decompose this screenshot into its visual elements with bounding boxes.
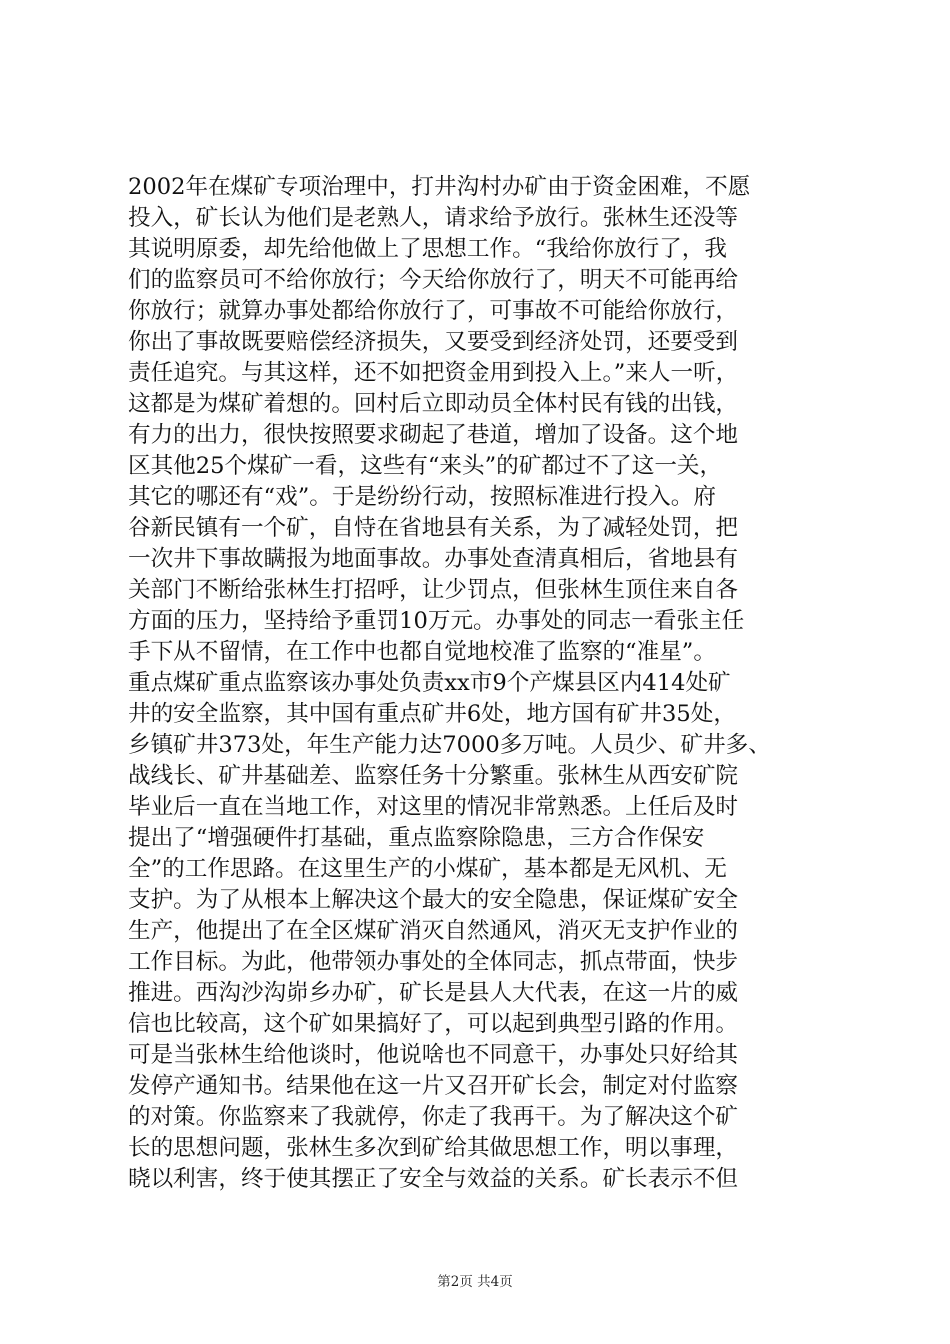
text-line: 投入，矿长认为他们是老熟人，请求给予放行。张林生还没等 — [128, 205, 739, 231]
text-line: 重点煤矿重点监察该办事处负责xx市9个产煤县区内414处矿 — [128, 670, 731, 696]
text-line: 井的安全监察，其中国有重点矿井6处，地方国有矿井35处， — [128, 701, 736, 727]
text-line: 推进。西沟沙沟峁乡办矿，矿长是县人大代表，在这一片的威 — [128, 980, 739, 1006]
text-line: 乡镇矿井373处，年生产能力达7000多万吨。人员少、矿井多、 — [128, 732, 771, 758]
text-line: 长的思想问题，张林生多次到矿给其做思想工作，明以事理， — [128, 1135, 739, 1161]
page-number: 第2页 共4页 — [437, 1274, 513, 1290]
text-line: 支护。为了从根本上解决这个最大的安全隐患，保证煤矿安全 — [128, 887, 739, 913]
text-line: 一次井下事故瞒报为地面事故。办事处查清真相后，省地县有 — [128, 546, 739, 572]
text-line: 你出了事故既要赔偿经济损失，又要受到经济处罚，还要受到 — [128, 329, 739, 355]
text-line: 谷新民镇有一个矿，自恃在省地县有关系，为了减轻处罚，把 — [128, 515, 739, 541]
document-body — [128, 172, 828, 1195]
text-line: 其它的哪还有“戏”。于是纷纷行动，按照标准进行投入。府 — [128, 484, 716, 510]
text-line: 区其他25个煤矿一看，这些有“来头”的矿都过不了这一关， — [128, 453, 723, 479]
text-line: 有力的出力，很快按照要求砌起了巷道，增加了设备。这个地 — [128, 422, 739, 448]
text-line: 发停产通知书。结果他在这一片又召开矿长会，制定对付监察 — [128, 1073, 739, 1099]
text-line: 信也比较高，这个矿如果搞好了，可以起到典型引路的作用。 — [128, 1011, 739, 1037]
text-line: 的对策。你监察来了我就停，你走了我再干。为了解决这个矿 — [128, 1104, 739, 1130]
text-line: 毕业后一直在当地工作，对这里的情况非常熟悉。上任后及时 — [128, 794, 739, 820]
text-line: 们的监察员可不给你放行；今天给你放行了，明天不可能再给 — [128, 267, 739, 293]
text-line: 晓以利害，终于使其摆正了安全与效益的关系。矿长表示不但 — [128, 1166, 739, 1192]
text-line: 战线长、矿井基础差、监察任务十分繁重。张林生从西安矿院 — [128, 763, 739, 789]
text-line: 工作目标。为此，他带领办事处的全体同志，抓点带面，快步 — [128, 949, 739, 975]
text-line: 方面的压力，坚持给予重罚10万元。办事处的同志一看张主任 — [128, 608, 745, 634]
text-line: 提出了“增强硬件打基础，重点监察除隐患，三方合作保安 — [128, 825, 705, 851]
text-line: 手下从不留情，在工作中也都自觉地校准了监察的“准星”。 — [128, 639, 716, 665]
text-line: 其说明原委，却先给他做上了思想工作。“我给你放行了，我 — [128, 236, 727, 262]
text-line: 责任追究。与其这样，还不如把资金用到投入上。”来人一听， — [128, 360, 739, 386]
text-line: 关部门不断给张林生打招呼，让少罚点，但张林生顶住来自各 — [128, 577, 739, 603]
text-line: 2002年在煤矿专项治理中，打井沟村办矿由于资金困难，不愿 — [128, 174, 751, 200]
text-line: 你放行；就算办事处都给你放行了，可事故不可能给你放行， — [128, 298, 739, 324]
text-line: 生产，他提出了在全区煤矿消灭自然通风，消灭无支护作业的 — [128, 918, 739, 944]
text-line: 这都是为煤矿着想的。回村后立即动员全体村民有钱的出钱， — [128, 391, 739, 417]
text-line: 全”的工作思路。在这里生产的小煤矿，基本都是无风机、无 — [128, 856, 727, 882]
text-line: 可是当张林生给他谈时，他说啥也不同意干，办事处只好给其 — [128, 1042, 739, 1068]
